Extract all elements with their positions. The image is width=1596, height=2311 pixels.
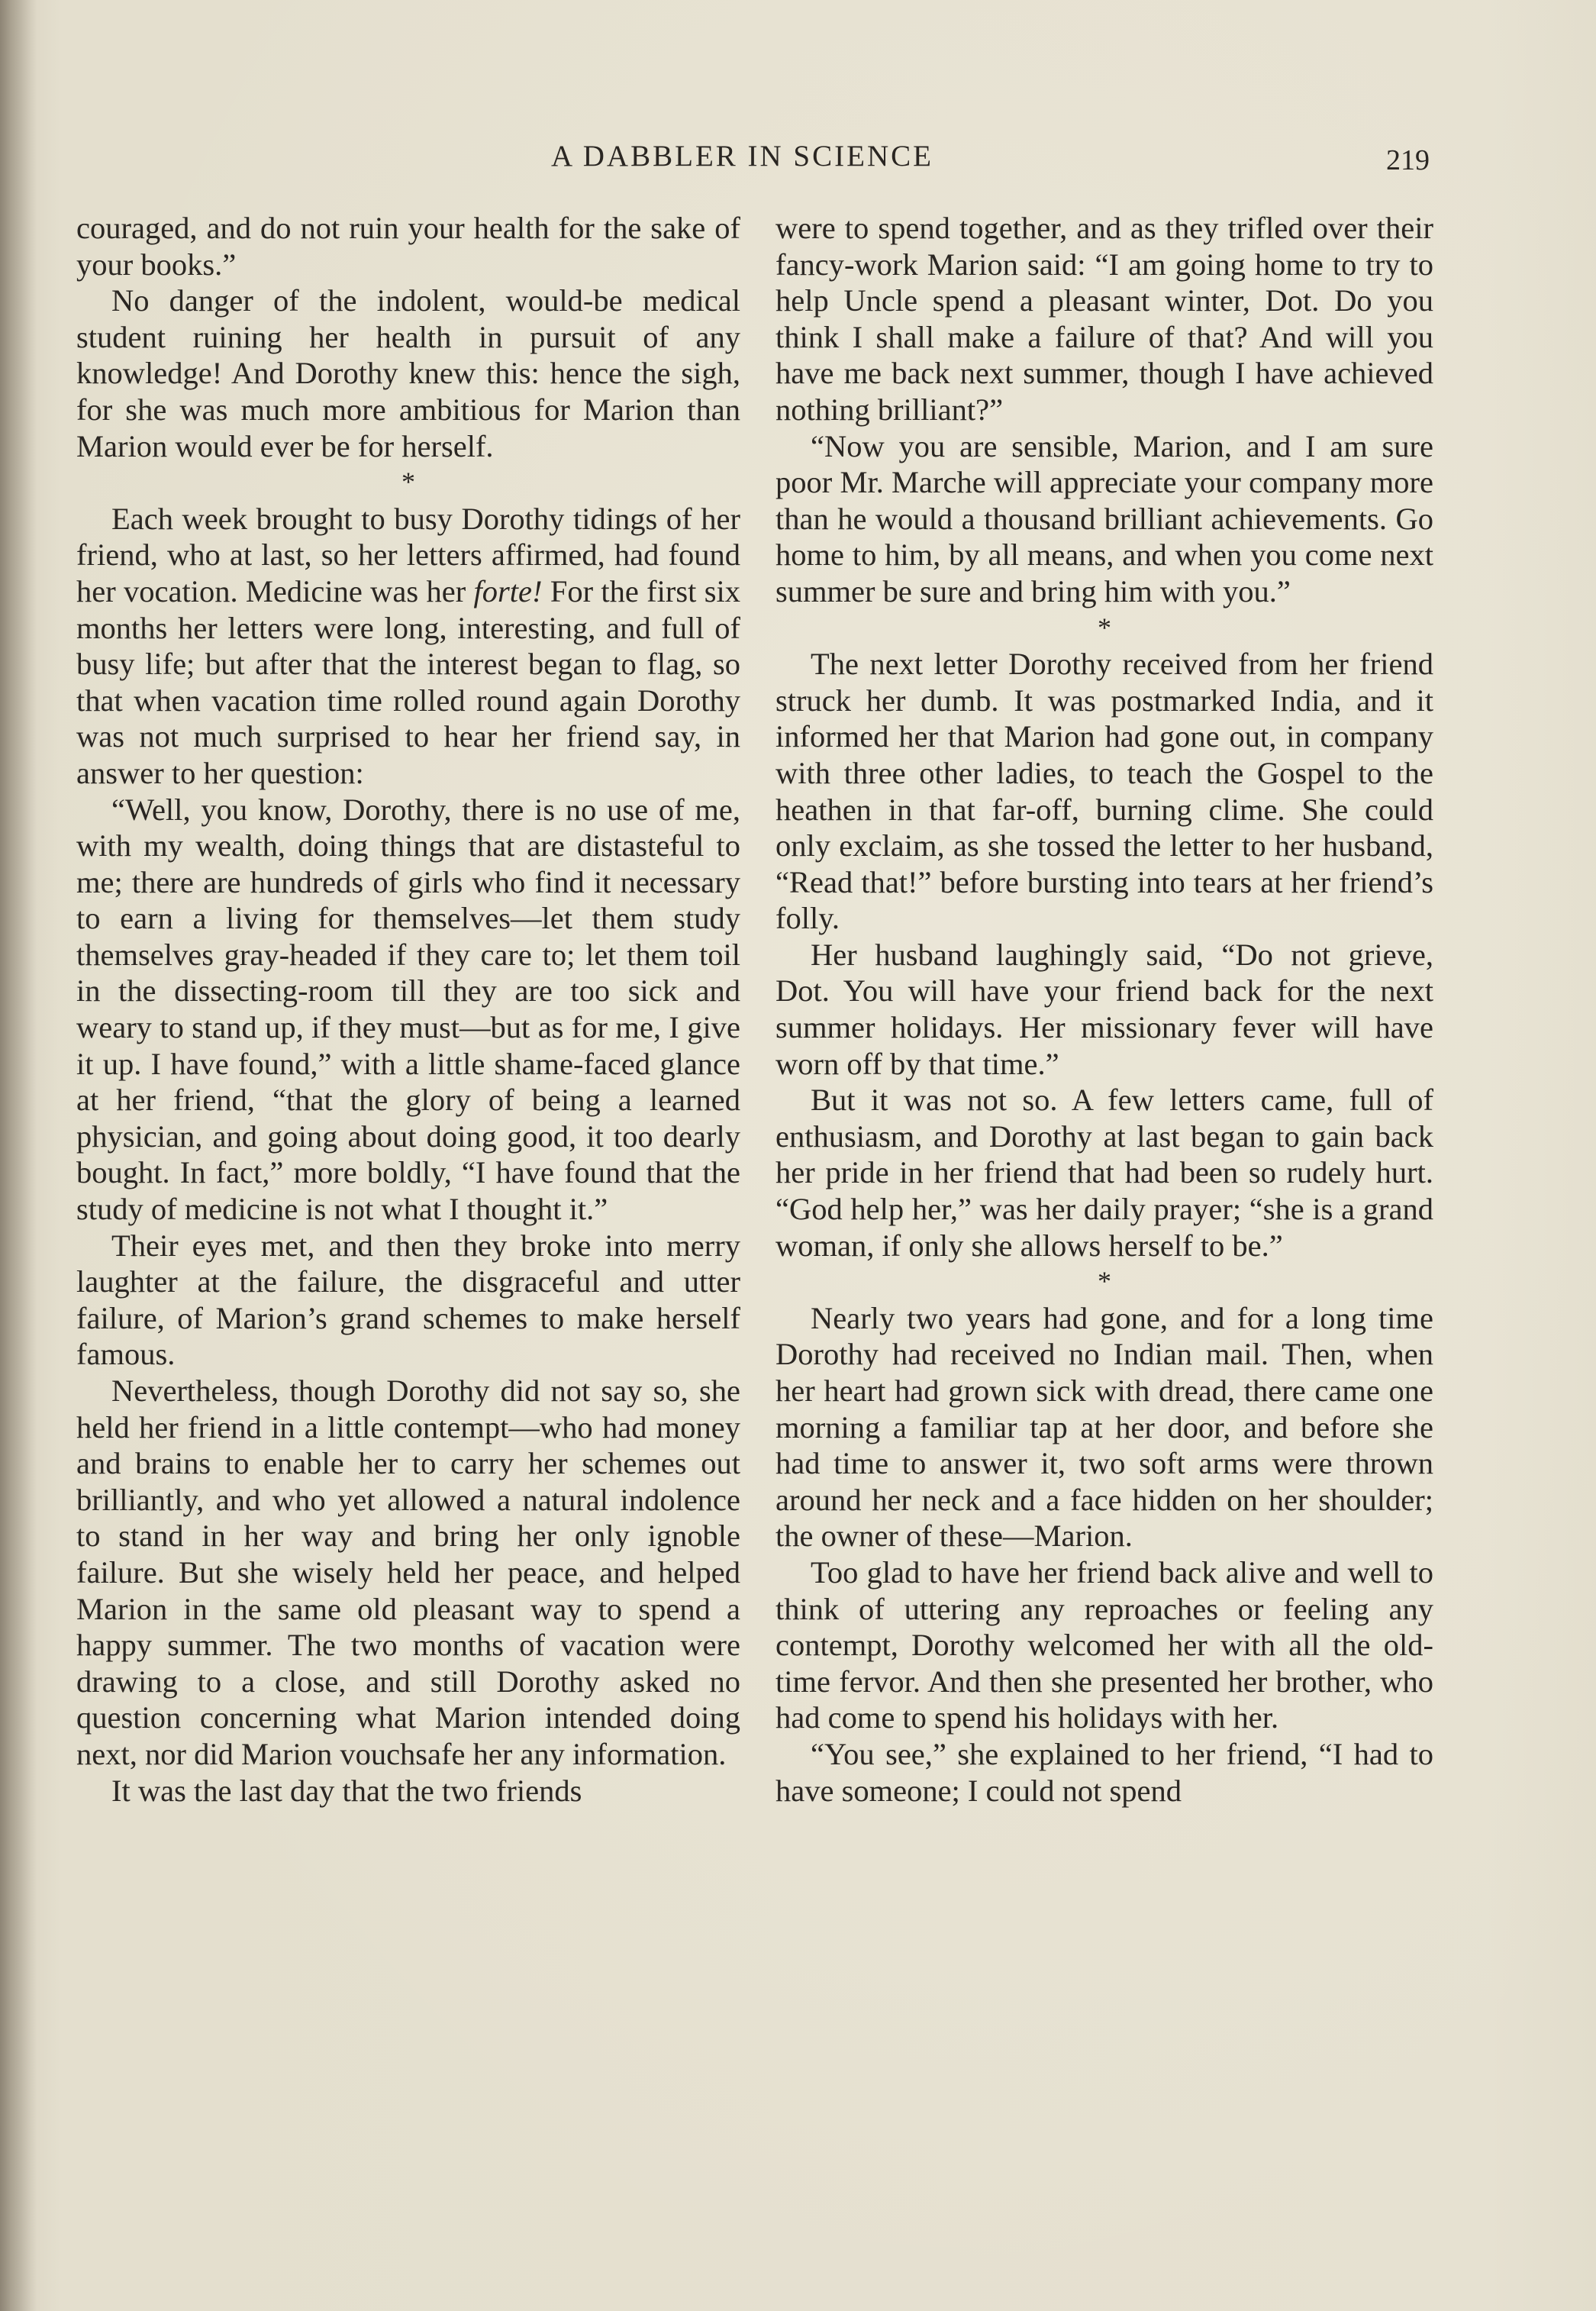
paragraph: But it was not so. A few letters came, full of enthusiasm, and Dorothy at last began to gain back her pride in her friend that had been so rudely hurt. “God help her,” was her daily prayer; “she is a grand woman, if only she allows herself to be.” — [775, 1083, 1433, 1263]
section-break-asterisk: * — [401, 466, 415, 498]
section-break-asterisk: * — [1098, 612, 1111, 643]
left-text-column — [76, 210, 740, 1809]
paragraph: Nearly two years had gone, and for a long time Dorothy had received no Indian mail. Then, when her heart had grown sick with dread, there came one morning a familiar tap at her door, and before she had time to answer it, two soft arms were thrown around her neck and a face hidden on her shoulder; the owner of these—Marion. — [775, 1300, 1433, 1554]
running-title: A DABBLER IN SCIENCE — [551, 140, 933, 173]
paragraph: Her husband laughingly said, “Do not grieve, Dot. You will have your friend back for the next summer holidays. Her missionary fever will have worn off by that time.” — [775, 937, 1433, 1081]
running-head — [0, 139, 1596, 177]
binding-gutter-shadow — [0, 0, 37, 2311]
paragraph: “Well, you know, Dorothy, there is no use of me, with my wealth, doing things that are distasteful to me; there are hundreds of girls who find it necessary to earn a living for themselves—let them study themselves gray-headed if they care to; let them toil in the dissecting-room till they are too sick and weary to stand up, if they must—but as for me, I give it up. I have found,” with a little shame-faced glance at her friend, “that the glory of being a learned physician, and going about doing good, it too dearly bought. In fact,” more boldly, “I have found that the study of medicine is not what I thought it.” — [76, 792, 740, 1227]
paragraph: couraged, and do not ruin your health for the sake of your books.” — [76, 211, 740, 282]
right-text-column — [775, 210, 1433, 1809]
paragraph-text: For the first six months her letters were long, interesting, and full of busy life; but after that the interest began to flag, so that when vacation time rolled round again Dorothy was not much surprised to hear her friend say, in answer to her question: — [76, 573, 740, 790]
paragraph: It was the last day that the two friends — [111, 1773, 582, 1808]
paragraph: No danger of the indolent, would-be medical student ruining her health in pursuit of any knowledge! And Dorothy knew this: hence the sigh, for she was much more ambitious for Marion than Marion would ever be for herself. — [76, 283, 740, 463]
page-number: 219 — [1386, 144, 1430, 176]
paragraph: were to spend together, and as they trifled over their fancy-work Marion said: “I am going home to try to help Uncle spend a pleasant winter, Dot. Do you think I shall make a failure of that? And will you have me back next summer, though I have achieved nothing brilliant?” — [775, 211, 1433, 427]
paragraph: “You see,” she explained to her friend, “I had to have someone; I could not spend — [775, 1736, 1433, 1808]
paragraph-text: Each week brought to busy Dorothy tidings of her friend, who at last, so her letters affirmed, had found her vocation. Medicine was her — [76, 501, 740, 608]
paragraph: The next letter Dorothy received from her friend struck her dumb. It was postmarked India, and it informed her that Marion had gone out, in company with three other ladies, to teach the Gospel to the heathen in that far-off, burning clime. She could only exclaim, as she tossed the letter to her husband, “Read that!” before bursting into tears at her friend’s folly. — [775, 647, 1433, 936]
paragraph: Their eyes met, and then they broke into merry laughter at the failure, the disgraceful and utter failure, of Marion’s grand schemes to make herself famous. — [76, 1228, 740, 1372]
paragraph — [76, 501, 740, 792]
section-break-asterisk: * — [1098, 1266, 1111, 1297]
paragraph: Nevertheless, though Dorothy did not say so, she held her friend in a little contempt—who had money and brains to enable her to carry her schemes out brilliantly, and who yet allowed a natural indolence to stand in her way and bring her only ignoble failure. But she wisely held her peace, and helped Marion in the same old pleasant way to spend a happy summer. The two months of vacation were drawing to a close, and still Dorothy asked no question concerning what Marion intended doing next, nor did Marion vouchsafe her any information. — [76, 1373, 740, 1771]
italic-word: forte! — [473, 573, 543, 608]
paragraph: Too glad to have her friend back alive and well to think of uttering any reproaches or feeling any contempt, Dorothy welcomed her with all the old-time fervor. And then she presented her brother, who had come to spend his holidays with her. — [775, 1554, 1433, 1735]
paragraph: “Now you are sensible, Marion, and I am sure poor Mr. Marche will appreciate your company more than he would a thousand brilliant achievements. Go home to him, by all means, and when you come next summer be sure and bring him with you.” — [775, 428, 1433, 608]
